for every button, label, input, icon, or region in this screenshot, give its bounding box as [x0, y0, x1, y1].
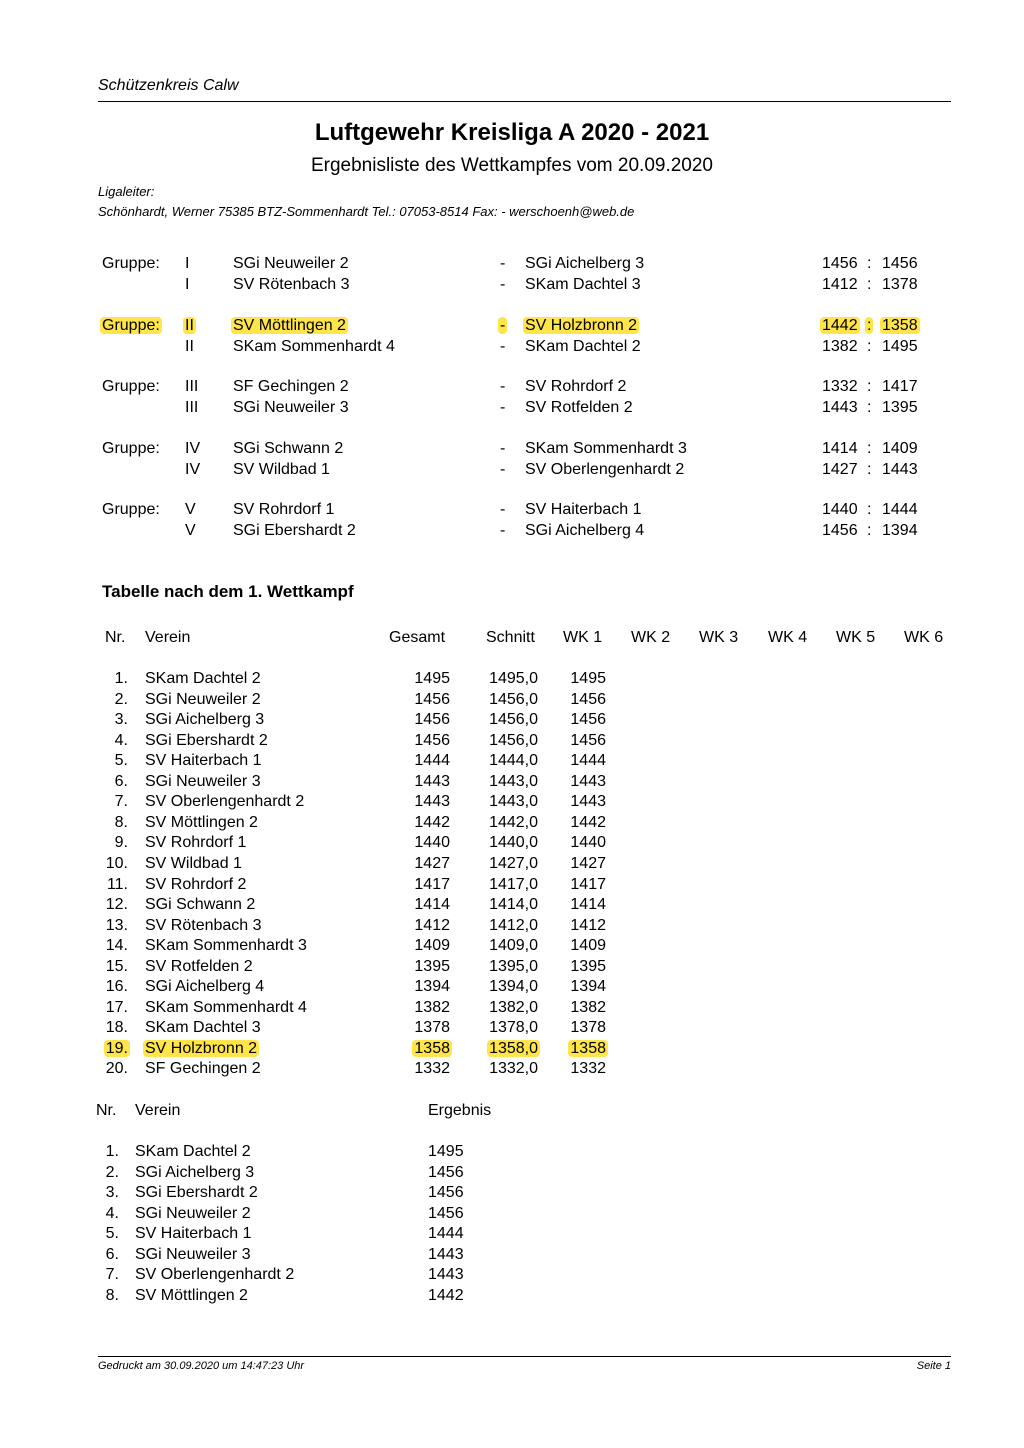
- home-team: SGi Neuweiler 3: [233, 399, 349, 416]
- wk1-score: 1456: [570, 690, 606, 708]
- wk1-score: 1378: [570, 1019, 606, 1037]
- away-team: SKam Dachtel 3: [525, 276, 641, 293]
- rank-number: 5.: [114, 752, 128, 770]
- average-score: 1414,0: [489, 896, 538, 914]
- home-score: 1442: [822, 317, 858, 334]
- club-name: SKam Sommenhardt 4: [145, 998, 307, 1016]
- rank-number: 11.: [106, 875, 128, 893]
- result-score: 1443: [428, 1266, 464, 1283]
- group-label: Gruppe:: [102, 378, 160, 395]
- total-score: 1394: [414, 978, 450, 996]
- group-number: V: [185, 522, 196, 539]
- league-leader-info: Schönhardt, Werner 75385 BTZ-Sommenhardt Tel.: 07053-8514 Fax: - werschoenh@web.de: [98, 204, 635, 219]
- result-score: 1456: [428, 1184, 464, 1201]
- result-rank: 4.: [105, 1204, 119, 1222]
- rank-number: 6.: [114, 772, 128, 790]
- home-team: SGi Neuweiler 2: [233, 255, 349, 272]
- away-score: 1394: [882, 522, 918, 539]
- column-header: Gesamt: [389, 629, 446, 646]
- average-score: 1440,0: [489, 834, 538, 852]
- rank-number: 7.: [114, 793, 128, 811]
- header-rule: [98, 101, 951, 102]
- organization-name: Schützenkreis Calw: [98, 77, 239, 94]
- wk1-score: 1495: [570, 670, 606, 687]
- rank-number: 1.: [114, 670, 128, 687]
- wk1-score: 1414: [570, 896, 606, 914]
- group-number: IV: [185, 440, 201, 457]
- club-name: SV Haiterbach 1: [145, 752, 262, 770]
- club-name: SKam Dachtel 3: [145, 1019, 261, 1037]
- club-name: SKam Dachtel 2: [145, 670, 261, 687]
- wk1-score: 1427: [570, 854, 606, 872]
- total-score: 1382: [414, 998, 450, 1016]
- wk1-score: 1443: [570, 793, 606, 811]
- total-score: 1456: [414, 711, 450, 729]
- wk1-score: 1417: [570, 875, 606, 893]
- column-header: WK 6: [904, 629, 944, 646]
- rank-number: 19.: [105, 1039, 128, 1057]
- away-score: 1456: [882, 255, 918, 272]
- away-team: SGi Aichelberg 4: [525, 522, 645, 539]
- footer-rule: [98, 1356, 951, 1357]
- club-name: SGi Aichelberg 4: [145, 978, 265, 996]
- result-rank: 8.: [105, 1286, 119, 1304]
- wk1-score: 1442: [570, 813, 606, 831]
- club-name: SGi Aichelberg 3: [145, 711, 265, 729]
- home-team: SKam Sommenhardt 4: [233, 338, 395, 355]
- column-header: WK 2: [631, 629, 671, 646]
- average-score: 1382,0: [489, 998, 538, 1016]
- match-separator: -: [500, 522, 506, 539]
- wk1-score: 1444: [570, 752, 606, 770]
- league-leader-label: Ligaleiter:: [98, 184, 155, 199]
- away-team: SV Rohrdorf 2: [525, 378, 627, 395]
- wk1-score: 1332: [570, 1060, 606, 1078]
- column-header: WK 3: [699, 629, 739, 646]
- average-score: 1409,0: [489, 937, 538, 955]
- match-separator: -: [500, 378, 506, 395]
- score-colon: :: [867, 501, 872, 518]
- result-rank: 1.: [105, 1143, 119, 1160]
- club-name: SGi Neuweiler 3: [145, 772, 261, 790]
- group-label: Gruppe:: [102, 440, 160, 457]
- home-score: 1443: [822, 399, 858, 416]
- results-column-header: Verein: [135, 1102, 181, 1119]
- club-name: SV Rohrdorf 1: [145, 834, 247, 852]
- away-team: SV Rotfelden 2: [525, 399, 633, 416]
- total-score: 1442: [414, 813, 450, 831]
- home-team: SF Gechingen 2: [233, 378, 349, 395]
- total-score: 1358: [414, 1039, 450, 1057]
- home-score: 1456: [822, 255, 858, 272]
- away-team: SV Haiterbach 1: [525, 501, 642, 518]
- rank-number: 2.: [114, 690, 128, 708]
- wk1-score: 1358: [570, 1039, 606, 1057]
- column-header: Verein: [145, 629, 191, 646]
- rank-number: 10.: [105, 854, 128, 872]
- match-separator: -: [500, 440, 506, 457]
- total-score: 1412: [414, 916, 450, 934]
- average-score: 1495,0: [489, 670, 538, 687]
- wk1-score: 1412: [570, 916, 606, 934]
- club-name: SV Wildbad 1: [145, 854, 242, 872]
- column-header: Schnitt: [486, 629, 535, 646]
- home-team: SGi Ebershardt 2: [233, 522, 356, 539]
- group-number: III: [185, 399, 199, 416]
- group-number: II: [185, 338, 194, 355]
- group-label: Gruppe:: [102, 317, 160, 334]
- average-score: 1417,0: [489, 875, 538, 893]
- club-name: SGi Ebershardt 2: [145, 731, 268, 749]
- wk1-score: 1456: [570, 731, 606, 749]
- result-score: 1444: [428, 1225, 464, 1242]
- page-subtitle: Ergebnisliste des Wettkampfes vom 20.09.2020: [310, 155, 714, 176]
- club-name: SGi Schwann 2: [145, 896, 256, 914]
- result-rank: 7.: [105, 1266, 119, 1283]
- home-score: 1382: [822, 338, 858, 355]
- match-separator: -: [500, 317, 506, 334]
- total-score: 1409: [414, 937, 450, 955]
- total-score: 1414: [414, 896, 450, 914]
- total-score: 1443: [414, 793, 450, 811]
- club-name: SF Gechingen 2: [145, 1060, 261, 1078]
- total-score: 1443: [414, 772, 450, 790]
- results-column-header: Nr.: [96, 1102, 117, 1119]
- club-name: SGi Neuweiler 2: [145, 690, 261, 708]
- rank-number: 20.: [105, 1060, 128, 1078]
- average-score: 1443,0: [489, 772, 538, 790]
- column-header: Nr.: [105, 629, 126, 646]
- average-score: 1456,0: [489, 711, 538, 729]
- result-score: 1456: [428, 1163, 464, 1181]
- match-separator: -: [500, 461, 506, 478]
- average-score: 1427,0: [489, 854, 538, 872]
- total-score: 1427: [414, 854, 450, 872]
- average-score: 1442,0: [489, 813, 538, 831]
- home-score: 1412: [822, 276, 858, 293]
- rank-number: 16.: [105, 978, 128, 996]
- away-team: SKam Sommenhardt 3: [525, 440, 687, 457]
- rank-number: 18.: [105, 1019, 128, 1037]
- total-score: 1456: [414, 690, 450, 708]
- group-label: Gruppe:: [102, 255, 160, 272]
- group-number: III: [185, 378, 199, 395]
- away-score: 1417: [882, 378, 918, 395]
- rank-number: 14.: [105, 937, 128, 955]
- home-team: SGi Schwann 2: [233, 440, 344, 457]
- away-team: SKam Dachtel 2: [525, 338, 641, 355]
- standings-heading: Tabelle nach dem 1. Wettkampf: [102, 582, 354, 601]
- home-score: 1440: [822, 501, 858, 518]
- score-colon: :: [867, 255, 872, 272]
- average-score: 1443,0: [489, 793, 538, 811]
- result-rank: 6.: [105, 1245, 119, 1263]
- total-score: 1444: [414, 752, 450, 770]
- score-colon: :: [867, 378, 872, 395]
- result-score: 1442: [428, 1286, 464, 1304]
- total-score: 1395: [414, 957, 450, 975]
- home-team: SV Wildbad 1: [233, 461, 330, 478]
- score-colon: :: [867, 522, 872, 539]
- rank-number: 3.: [114, 711, 128, 729]
- total-score: 1378: [414, 1019, 450, 1037]
- average-score: 1332,0: [489, 1060, 538, 1078]
- results-column-header: Ergebnis: [428, 1102, 492, 1119]
- column-header: WK 5: [836, 629, 876, 646]
- away-score: 1495: [882, 338, 918, 355]
- rank-number: 8.: [114, 813, 128, 831]
- away-team: SV Holzbronn 2: [525, 317, 638, 334]
- rank-number: 4.: [114, 731, 128, 749]
- wk1-score: 1456: [570, 711, 606, 729]
- result-score: 1443: [428, 1245, 464, 1263]
- total-score: 1495: [414, 670, 450, 687]
- average-score: 1395,0: [489, 957, 538, 975]
- score-colon: :: [867, 440, 872, 457]
- wk1-score: 1440: [570, 834, 606, 852]
- away-score: 1444: [882, 501, 918, 518]
- home-score: 1332: [822, 378, 858, 395]
- result-score: 1456: [428, 1204, 464, 1222]
- result-club: SV Haiterbach 1: [135, 1225, 252, 1242]
- result-club: SKam Dachtel 2: [135, 1143, 251, 1160]
- rank-number: 13.: [105, 916, 128, 934]
- total-score: 1332: [414, 1060, 450, 1078]
- club-name: SV Möttlingen 2: [145, 813, 258, 831]
- group-number: I: [185, 255, 190, 272]
- home-score: 1456: [822, 522, 858, 539]
- page-title: Luftgewehr Kreisliga A 2020 - 2021: [314, 119, 710, 146]
- wk1-score: 1394: [570, 978, 606, 996]
- average-score: 1456,0: [489, 690, 538, 708]
- result-club: SV Möttlingen 2: [135, 1286, 248, 1304]
- match-separator: -: [500, 501, 506, 518]
- wk1-score: 1395: [570, 957, 606, 975]
- result-club: SV Oberlengenhardt 2: [135, 1266, 295, 1283]
- column-header: WK 1: [563, 629, 603, 646]
- away-team: SGi Aichelberg 3: [525, 255, 645, 272]
- club-name: SV Holzbronn 2: [145, 1039, 258, 1057]
- group-number: V: [185, 501, 196, 518]
- score-colon: :: [867, 276, 872, 293]
- rank-number: 15.: [105, 957, 128, 975]
- home-team: SV Möttlingen 2: [233, 317, 346, 334]
- group-number: IV: [185, 461, 201, 478]
- wk1-score: 1443: [570, 772, 606, 790]
- rank-number: 17.: [105, 998, 128, 1016]
- score-colon: :: [867, 399, 872, 416]
- result-score: 1495: [428, 1143, 464, 1160]
- home-team: SV Rohrdorf 1: [233, 501, 335, 518]
- away-team: SV Oberlengenhardt 2: [525, 461, 685, 478]
- total-score: 1440: [414, 834, 450, 852]
- club-name: SKam Sommenhardt 3: [145, 937, 307, 955]
- score-colon: :: [867, 461, 872, 478]
- average-score: 1412,0: [489, 916, 538, 934]
- away-score: 1378: [882, 276, 918, 293]
- score-colon: :: [867, 317, 872, 334]
- average-score: 1358,0: [489, 1039, 538, 1057]
- result-rank: 5.: [105, 1225, 119, 1242]
- column-header: WK 4: [768, 629, 808, 646]
- away-score: 1358: [882, 317, 918, 334]
- away-score: 1443: [882, 461, 918, 478]
- home-score: 1427: [822, 461, 858, 478]
- result-club: SGi Neuweiler 2: [135, 1204, 251, 1222]
- score-colon: :: [867, 338, 872, 355]
- result-rank: 3.: [105, 1184, 119, 1201]
- rank-number: 9.: [114, 834, 128, 852]
- group-label: Gruppe:: [102, 501, 160, 518]
- printed-timestamp: Gedruckt am 30.09.2020 um 14:47:23 Uhr: [98, 1360, 305, 1372]
- club-name: SV Rötenbach 3: [145, 916, 262, 934]
- match-separator: -: [500, 276, 506, 293]
- group-number: II: [185, 317, 194, 334]
- result-club: SGi Aichelberg 3: [135, 1163, 255, 1181]
- match-separator: -: [500, 338, 506, 355]
- total-score: 1417: [414, 875, 450, 893]
- home-score: 1414: [822, 440, 858, 457]
- away-score: 1395: [882, 399, 918, 416]
- result-club: SGi Ebershardt 2: [135, 1184, 258, 1201]
- result-rank: 2.: [105, 1163, 119, 1181]
- club-name: SV Rohrdorf 2: [145, 875, 247, 893]
- wk1-score: 1409: [570, 937, 606, 955]
- group-number: I: [185, 276, 190, 293]
- page-number: Seite 1: [916, 1360, 951, 1372]
- club-name: SV Oberlengenhardt 2: [145, 793, 305, 811]
- away-score: 1409: [882, 440, 918, 457]
- average-score: 1456,0: [489, 731, 538, 749]
- match-separator: -: [500, 399, 506, 416]
- result-club: SGi Neuweiler 3: [135, 1245, 251, 1263]
- total-score: 1456: [414, 731, 450, 749]
- average-score: 1378,0: [489, 1019, 538, 1037]
- match-separator: -: [500, 255, 506, 272]
- rank-number: 12.: [105, 896, 128, 914]
- club-name: SV Rotfelden 2: [145, 957, 253, 975]
- wk1-score: 1382: [570, 998, 606, 1016]
- average-score: 1444,0: [489, 752, 538, 770]
- average-score: 1394,0: [489, 978, 538, 996]
- home-team: SV Rötenbach 3: [233, 276, 350, 293]
